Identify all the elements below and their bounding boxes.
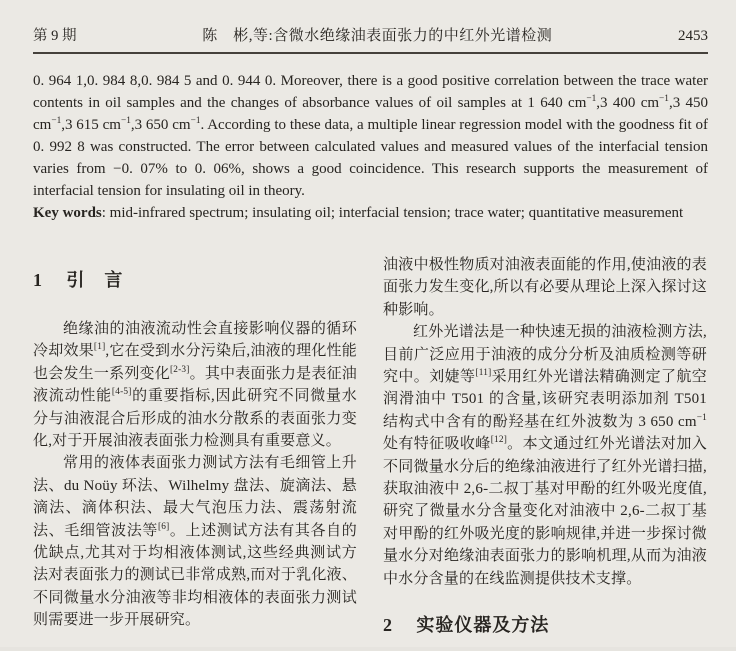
left-column <box>33 254 357 651</box>
page-number: 2453 <box>678 28 708 44</box>
issue-label: 第 9 期 <box>33 28 77 44</box>
ir-spectroscopy-paragraph: 红外光谱法是一种快速无损的油液检测方法,目前广泛应用于油液的成分分析及油质检测等研究中。刘婕等[11]采用红外光谱法精确测定了航空润滑油中 T501 的含量,该研究表明添加剂 T501 结构式中含有的酚羟基在红外波数为 3 650 $cm^{-1}$处有特征吸收峰[12]。本文通过红外光谱法对加入不同微量水分后的绝缘油液进行了红外光谱扫描,获取油液中 2,6-二叔丁基对甲酚的红外吸光度值,研究了微量水分含量变化对油液中 2,6-二叔丁基对甲酚的红外吸光度的影响规律,并进一步探讨微量水分对绝缘油表面张力的影响机理,从而为油液中水分含量的在线监测提供技术支撑。 <box>383 324 707 587</box>
intro-paragraph-1: 绝缘油的油液流动性会直接影响仪器的循环冷却效果[1],它在受到水分污染后,油液的理化性能也会发生一系列变化[2-3]。其中表面张力是表征油液流动性能[4-5]的重要指标,因此研究不同微量水分与油液混合后形成的油水分散系的表面张力变化,对于开展油液表面张力检测具有重要意义。 <box>33 321 357 450</box>
right-column <box>383 254 707 651</box>
two-column-body <box>33 254 708 651</box>
continuation-paragraph: 油液中极性物质对油液表面能的作用,使油液的表面张力发生变化,所以有必要从理论上深入探讨这种影响。 <box>383 257 707 318</box>
intro-paragraph-2: 常用的液体表面张力测试方法有毛细管上升法、du Noüy 环法、Wilhelmy 盘法、旋滴法、悬滴法、滴体积法、最大气泡压力法、震荡射流法、毛细管波法等[6]。上述测试方法有其各自的优缺点,尤其对于均相液体测试,这些经典测试方法对表面张力的测试已非常成熟,而对于乳化液、不同微量水分油液等非均相液体的表面张力测试则需要进一步开展研究。 <box>33 455 357 629</box>
keywords-label: Key words <box>33 205 102 221</box>
keywords-line <box>33 202 708 224</box>
section-1-heading <box>33 269 357 291</box>
section-2-number: 2 <box>383 615 393 636</box>
header-rule <box>33 52 708 54</box>
keywords-text: : mid-infrared spectrum; insulating oil; interfacial tension; trace water; quantitative measurement <box>101 205 684 221</box>
page-header <box>33 0 708 45</box>
section-1-number: 1 <box>33 270 43 290</box>
running-title: 陈 彬,等:含微水绝缘油表面张力的中红外光谱检测 <box>202 28 553 44</box>
section-1-title: 引 言 <box>66 270 124 290</box>
abstract-text: 0. 964 1,0. 984 8,0. 984 5 and 0. 944 0. Moreover, there is a good positive correlation between the trace water contents in oil samples and the changes of absorbance values of oil samples at 1 640 $cm^{-1},3$ 400 $cm^{-1},3$ 450 $cm^{-1},3$ 615 $cm^{-1},3$ 650 $cm^{-1}$. According to these data, a multiple linear regression model with the goodness fit of 0. 992 8 was constructed. The error between calculated values and measured values of the interfacial tension varies from −0. 07% to 0. 06%, shows a good coincidence. This research supports the measurement of interfacial tension for insulating oil in theory. <box>33 73 709 199</box>
section-2-title: 实验仪器及方法 <box>416 615 550 636</box>
section-2-heading <box>383 614 707 636</box>
abstract-block <box>33 70 708 224</box>
